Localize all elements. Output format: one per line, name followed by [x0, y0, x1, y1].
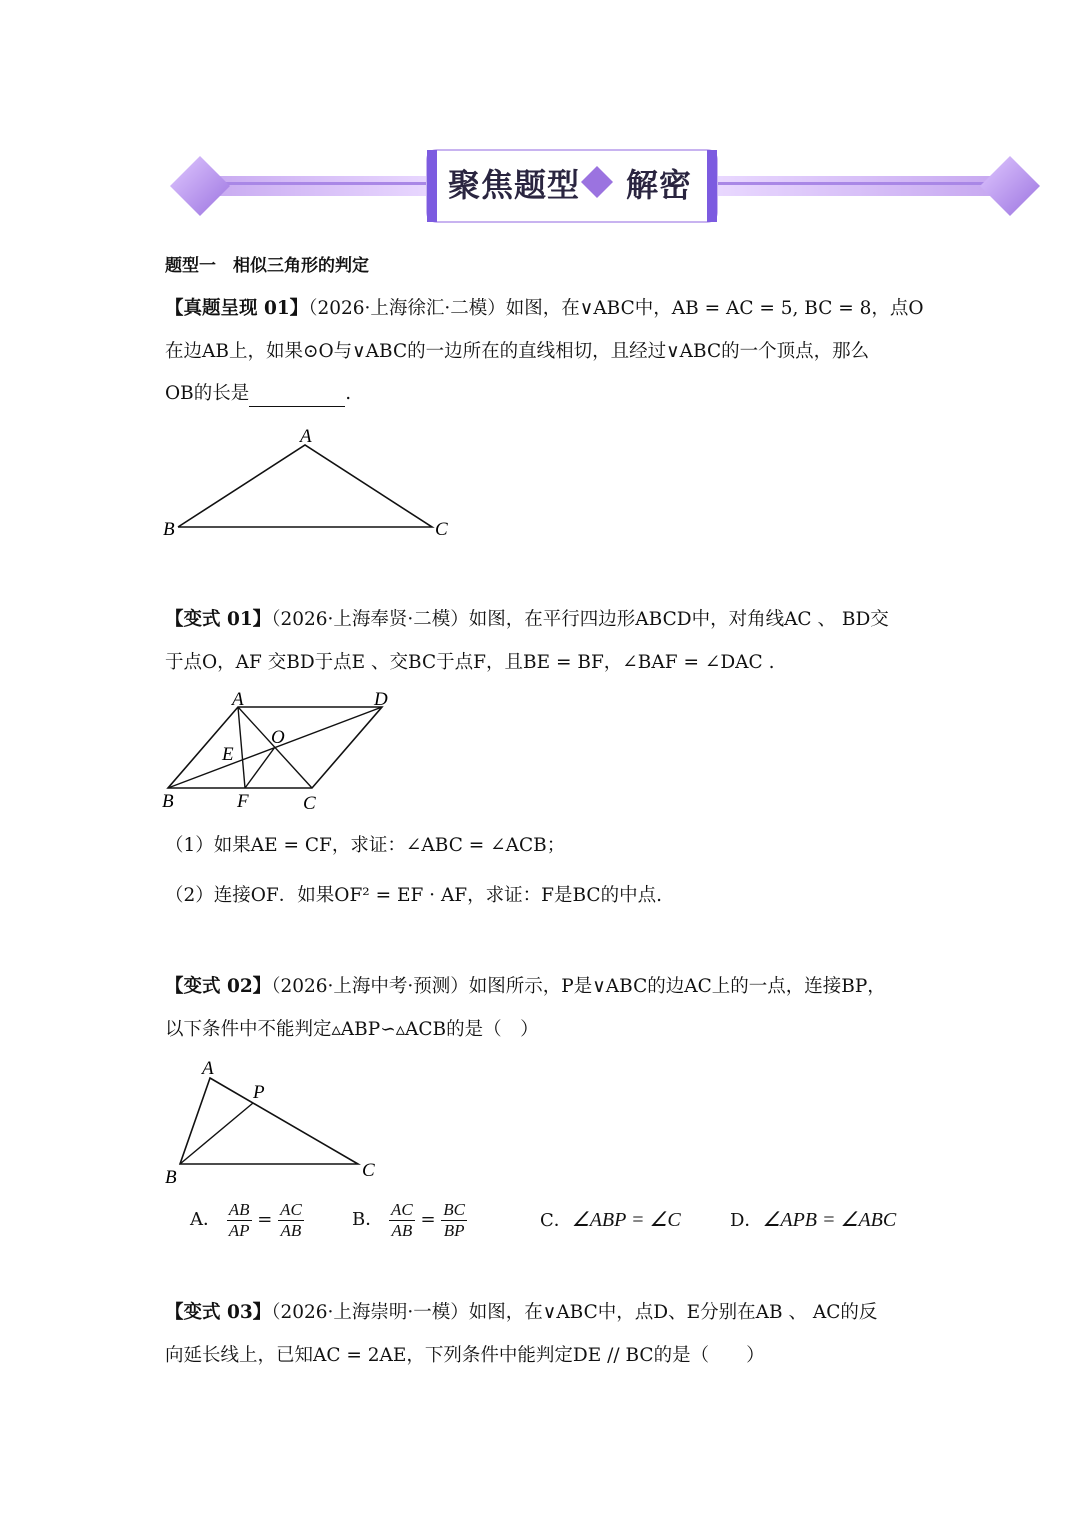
label-a: A: [300, 426, 312, 447]
option-a-frac2: $\frac{AC}{AB}$: [280, 1199, 302, 1240]
q4-line1-text: （2026·上海崇明·一模）如图，在∨ABC中，点D、E分别在AB 、 AC的反: [271, 1302, 878, 1323]
label-e: E: [222, 744, 234, 765]
segment-af: [238, 707, 245, 788]
q2-parallelogram-figure: [160, 685, 400, 815]
option-c[interactable]: [540, 1196, 681, 1245]
label-p: P: [253, 1082, 265, 1103]
label-b: B: [162, 791, 174, 812]
q4-line1: [165, 1300, 877, 1326]
label-o: O: [271, 727, 285, 748]
q2-line1: [165, 607, 889, 633]
banner-decoration: [165, 148, 1045, 226]
q2-part1: （1）如果AE = CF，求证：∠ABC = ∠ACB；: [165, 835, 566, 856]
q2-line2: 于点O，AF 交BD于点E 、交BC于点F，且BE = BF，∠BAF = ∠DAC .: [165, 652, 775, 673]
q1-condition: 中，AB = AC = 5, BC = 8，点O: [634, 298, 924, 319]
q3-line1: [165, 974, 886, 1000]
label-c: C: [303, 793, 316, 814]
label-d: D: [374, 689, 388, 710]
q1-tag: 【真题呈现 01】: [165, 298, 309, 319]
option-c-text: ∠ABP = ∠C: [571, 1209, 681, 1231]
left-diamond-icon: [170, 156, 230, 216]
label-b: B: [163, 519, 175, 540]
q1-line2: 在边AB上，如果⊙O与∨ABC的一边所在的直线相切，且经过∨ABC的一个顶点，那么: [165, 341, 870, 362]
q2-part2: （2）连接OF．如果OF² = EF · AF，求证：F是BC的中点.: [165, 885, 662, 906]
q3-triangle-figure: [160, 1052, 390, 1192]
q1-period: .: [345, 383, 352, 404]
label-a: A: [202, 1058, 214, 1079]
triangle-abc: [180, 1078, 358, 1164]
section-banner: [165, 148, 1045, 226]
q4-line2: 向延长线上，已知AC = 2AE，下列条件中能判定DE // BC的是（ ）: [165, 1345, 765, 1366]
label-c: C: [435, 519, 448, 540]
label-b: B: [165, 1167, 177, 1188]
option-a[interactable]: A． $\frac{AB}{AP}$ = $\frac{AC}{AB}$: [190, 1199, 302, 1240]
triangle-abc: [178, 445, 432, 527]
section-title: 题型一 相似三角形的判定: [165, 256, 369, 276]
banner-title: [448, 160, 693, 210]
option-a-label: A．: [190, 1209, 221, 1230]
option-b-label: B．: [352, 1209, 384, 1230]
label-a: A: [232, 689, 244, 710]
q1-triangle-figure: [160, 420, 460, 550]
banner-title-left: 聚焦题型: [448, 166, 581, 204]
option-b-frac1: $\frac{AC}{AB}$: [390, 1199, 413, 1240]
q1-line3: [165, 381, 351, 407]
q1-line3-text: OB的长是: [165, 383, 250, 404]
label-c: C: [362, 1160, 375, 1181]
option-d-label: D．: [730, 1210, 763, 1231]
answer-blank: [249, 386, 345, 407]
option-c-label: C．: [540, 1210, 572, 1231]
option-d[interactable]: [730, 1196, 896, 1245]
q1-line1: [165, 296, 924, 322]
q1-source: （2026·上海徐汇·二模）如图，在: [308, 298, 580, 319]
right-diamond-icon: [980, 156, 1040, 216]
label-f: F: [237, 791, 249, 812]
option-a-frac1: $\frac{AB}{AP}$: [228, 1199, 250, 1240]
option-b-frac2: $\frac{BC}{BP}$: [443, 1199, 465, 1240]
q4-tag: 【变式 03】: [165, 1302, 272, 1323]
option-d-text: ∠APB = ∠ABC: [762, 1209, 897, 1231]
q3-line1-text: （2026·上海中考·预测）如图所示，P是∨ABC的边AC上的一点，连接BP，: [271, 976, 886, 997]
q2-tag: 【变式 01】: [165, 609, 272, 630]
banner-title-right: 解密: [626, 166, 693, 204]
q3-tag: 【变式 02】: [165, 976, 272, 997]
q1-triangle: ∨ABC: [579, 298, 635, 319]
option-b[interactable]: B． $\frac{AC}{AB}$ = $\frac{BC}{BP}$: [352, 1199, 465, 1240]
q3-line2: 以下条件中不能判定▵ABP∽▵ACB的是（ ）: [165, 1019, 539, 1040]
q2-line1-text: （2026·上海奉贤·二模）如图，在平行四边形ABCD中，对角线AC 、 BD交: [271, 609, 889, 630]
